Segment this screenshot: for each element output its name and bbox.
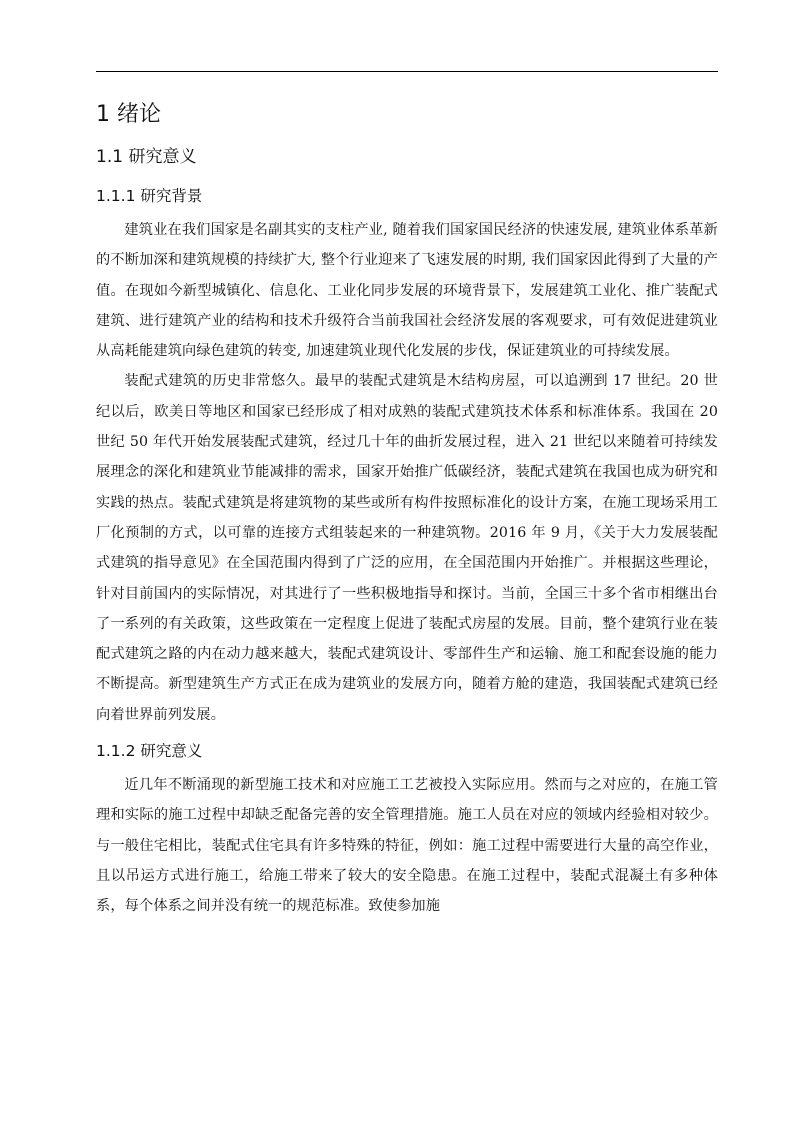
body-paragraph: 装配式建筑的历史非常悠久。最早的装配式建筑是木结构房屋，可以追溯到 17 世纪。20 世纪以后，欧美日等地区和国家已经形成了相对成熟的装配式建筑技术体系和标准体系。我国在 20 世纪 50 年代开始发展装配式建筑，经过几十年的曲折发展过程，进入 21 世纪以来随着可持续发展理念的深化和建筑业节能减排的需求，国家开始推广低碳经济，装配式建筑在我国也成为研究和实践的热点。装配式建筑是将建筑物的某些或所有构件按照标准化的设计方案，在施工现场采用工厂化预制的方式，以可靠的连接方式组装起来的一种建筑物。2016 年 9 月，《关于大力发展装配式建筑的指导意见》在全国范围内得到了广泛的应用，在全国范围内开始推广。并根据这些理论，针对目前国内的实际情况，对其进行了一些积极地指导和探讨。当前，全国三十多个省市相继出台了一系列的有关政策，这些政策在一定程度上促进了装配式房屋的发展。目前，整个建筑行业在装配式建筑之路的内在动力越来越大，装配式建筑设计、零部件生产和运输、施工和配套设施的能力不断提高。新型建筑生产方式正在成为建筑业的发展方向，随着方舱的建造，我国装配式建筑已经向着世界前列发展。 [96, 373, 718, 723]
chapter-title: 1 绪论 [96, 102, 161, 127]
page-content [96, 95, 718, 922]
subsection-title-significance: 1.1.2 研究意义 [96, 742, 203, 761]
header-rule [96, 71, 718, 72]
subsection-title-background: 1.1.1 研究背景 [96, 187, 203, 205]
body-paragraph: 近几年不断涌现的新型施工技术和对应施工工艺被投入实际应用。然而与之对应的，在施工管理和实际的施工过程中却缺乏配备完善的安全管理措施。施工人员在对应的领域内经验相对较少。与一般住宅相比，装配式住宅具有许多特殊的特征，例如：施工过程中需要进行大量的高空作业，且以吊运方式进行施工，给施工带来了较大的安全隐患。在施工过程中，装配式混凝土有多种体系，每个体系之间并没有统一的规范标准。致使参加施 [96, 777, 718, 915]
body-paragraph: 建筑业在我们国家是名副其实的支柱产业, 随着我们国家国民经济的快速发展, 建筑业体系革新的不断加深和建筑规模的持续扩大, 整个行业迎来了飞速发展的时期, 我们国家因此得到了大量的产值。在现如今新型城镇化、信息化、工业化同步发展的环境背景下，发展建筑工业化、推广装配式建筑、进行建筑产业的结构和技术升级符合当前我国社会经济发展的客观要求，可有效促进建筑业从高耗能建筑向绿色建筑的转变, 加速建筑业现代化发展的步伐，保证建筑业的可持续发展。 [96, 222, 718, 360]
section-title: 1.1 研究意义 [96, 147, 197, 167]
